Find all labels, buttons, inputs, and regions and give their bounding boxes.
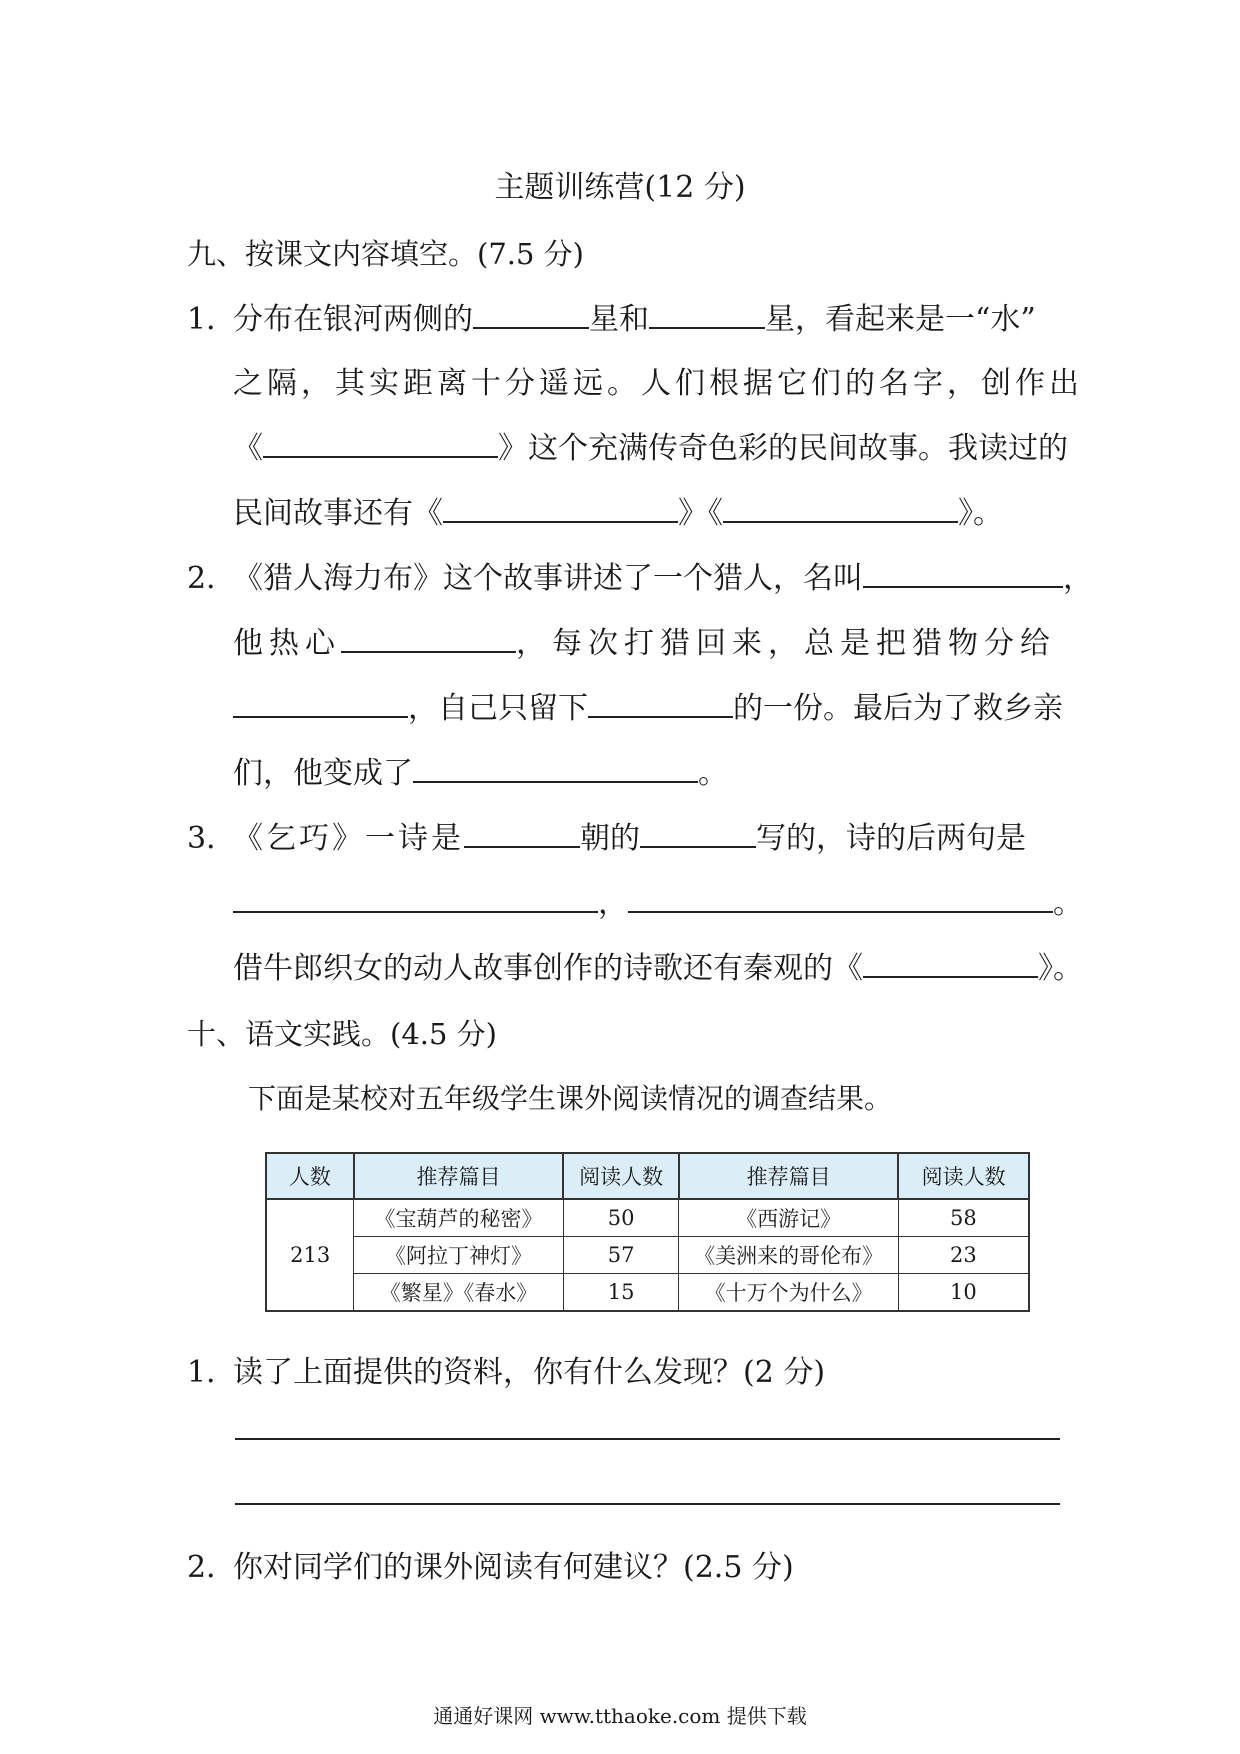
survey-table: [265, 1152, 1030, 1312]
q1-line-3: [233, 423, 1068, 467]
q2-text: ，: [1063, 561, 1093, 596]
q3-line-2: [233, 878, 1083, 922]
q1-text: 《: [233, 431, 263, 466]
s10-q2-number: 2．: [187, 1550, 237, 1585]
table-cell: 58: [898, 1199, 1029, 1237]
q2-text: ，自己只留下: [408, 691, 588, 726]
q3-line-3: [233, 943, 1083, 987]
q3-text: 写的，诗的后两句是: [756, 821, 1026, 856]
table-cell: 《西游记》: [679, 1199, 898, 1237]
blank[interactable]: [473, 297, 589, 329]
table-cell: 《宝葫芦的秘密》: [354, 1199, 563, 1237]
blank[interactable]: [649, 297, 765, 329]
answer-line[interactable]: [235, 1503, 1060, 1505]
q2-line-2: [233, 618, 1056, 662]
q1-line-4: [233, 488, 1003, 532]
table-header-row: [266, 1153, 1029, 1199]
blank[interactable]: [443, 491, 678, 523]
q2-text: 们，他变成了: [233, 756, 413, 791]
table-cell: 57: [563, 1237, 679, 1274]
q3-text: 。: [1053, 886, 1083, 921]
table-cell: 10: [898, 1274, 1029, 1312]
student-count-cell: 213: [266, 1199, 354, 1311]
blank[interactable]: [464, 816, 580, 848]
q2-text: 《猎人海力布》这个故事讲述了一个猎人，名叫: [233, 561, 863, 596]
table-row: [266, 1274, 1029, 1312]
q3-number: 3．: [187, 821, 237, 856]
table-cell: 15: [563, 1274, 679, 1312]
q2-text: 。: [698, 756, 728, 791]
q1-line-2: 之隔，其实距离十分遥远。人们根据它们的名字，创作出: [233, 366, 1083, 401]
s10-q2-text: 你对同学们的课外阅读有何建议？(2.5 分): [233, 1550, 794, 1585]
q2-text: 的一份。最后为了救乡亲: [733, 691, 1063, 726]
q2-number: 2．: [187, 561, 237, 596]
q1-text: 》。: [958, 496, 1003, 531]
table-header: 阅读人数: [898, 1153, 1029, 1199]
q1-text: 民间故事还有《: [233, 496, 443, 531]
table-cell: 23: [898, 1237, 1029, 1274]
q3-text: ，: [598, 886, 628, 921]
blank[interactable]: [863, 946, 1038, 978]
q2-text: 他热心: [233, 626, 341, 661]
blank[interactable]: [863, 556, 1063, 588]
q1-text: 》这个充满传奇色彩的民间故事。我读过的: [498, 431, 1068, 466]
q1-number: 1．: [187, 302, 237, 337]
blank[interactable]: [263, 426, 498, 458]
blank[interactable]: [413, 751, 698, 783]
section-9-heading: 九、按课文内容填空。(7.5 分): [187, 237, 584, 271]
blank[interactable]: [628, 881, 1053, 913]
blank[interactable]: [233, 686, 408, 718]
table-header: 阅读人数: [563, 1153, 679, 1199]
blank[interactable]: [341, 621, 516, 653]
q2-text: ，每次打猎回来，总是把猎物分给: [516, 626, 1056, 661]
q2-line-3: [233, 683, 1063, 727]
q3-line-1: [233, 813, 1026, 857]
answer-line[interactable]: [235, 1438, 1060, 1440]
q2-line-1: [233, 553, 1093, 597]
q1-text: 》《: [678, 496, 723, 531]
q1-text: 分布在银河两侧的: [233, 302, 473, 337]
q3-text: 借牛郎织女的动人故事创作的诗歌还有秦观的《: [233, 951, 863, 986]
section-10-heading: 十、语文实践。(4.5 分): [187, 1017, 497, 1051]
q3-text: 朝的: [580, 821, 640, 856]
table-cell: 《阿拉丁神灯》: [354, 1237, 563, 1274]
q1-text: 星和: [589, 302, 649, 337]
blank[interactable]: [233, 881, 598, 913]
table-row: [266, 1237, 1029, 1274]
s10-q1-number: 1．: [187, 1355, 237, 1390]
table-row: [266, 1199, 1029, 1237]
page-title: 主题训练营(12 分): [494, 170, 746, 205]
q3-text: 》。: [1038, 951, 1083, 986]
table-cell: 《繁星》《春水》: [354, 1274, 563, 1312]
table-header: 推荐篇目: [679, 1153, 898, 1199]
table-cell: 50: [563, 1199, 679, 1237]
q1-line-1: [233, 294, 1036, 338]
q3-text: 《乞巧》一诗是: [233, 821, 464, 856]
footer-credit: 通通好课网 www.tthaoke.com 提供下载: [433, 1704, 807, 1728]
table-cell: 《十万个为什么》: [679, 1274, 898, 1312]
q2-line-4: [233, 748, 728, 792]
section-10-intro: 下面是某校对五年级学生课外阅读情况的调查结果。: [248, 1082, 893, 1115]
table-header: 推荐篇目: [354, 1153, 563, 1199]
blank[interactable]: [588, 686, 733, 718]
s10-q1-text: 读了上面提供的资料，你有什么发现？(2 分): [233, 1355, 826, 1390]
blank[interactable]: [723, 491, 958, 523]
q1-text: 星，看起来是一“水”: [765, 302, 1036, 337]
table-cell: 《美洲来的哥伦布》: [679, 1237, 898, 1274]
blank[interactable]: [640, 816, 756, 848]
table-header: 人数: [266, 1153, 354, 1199]
